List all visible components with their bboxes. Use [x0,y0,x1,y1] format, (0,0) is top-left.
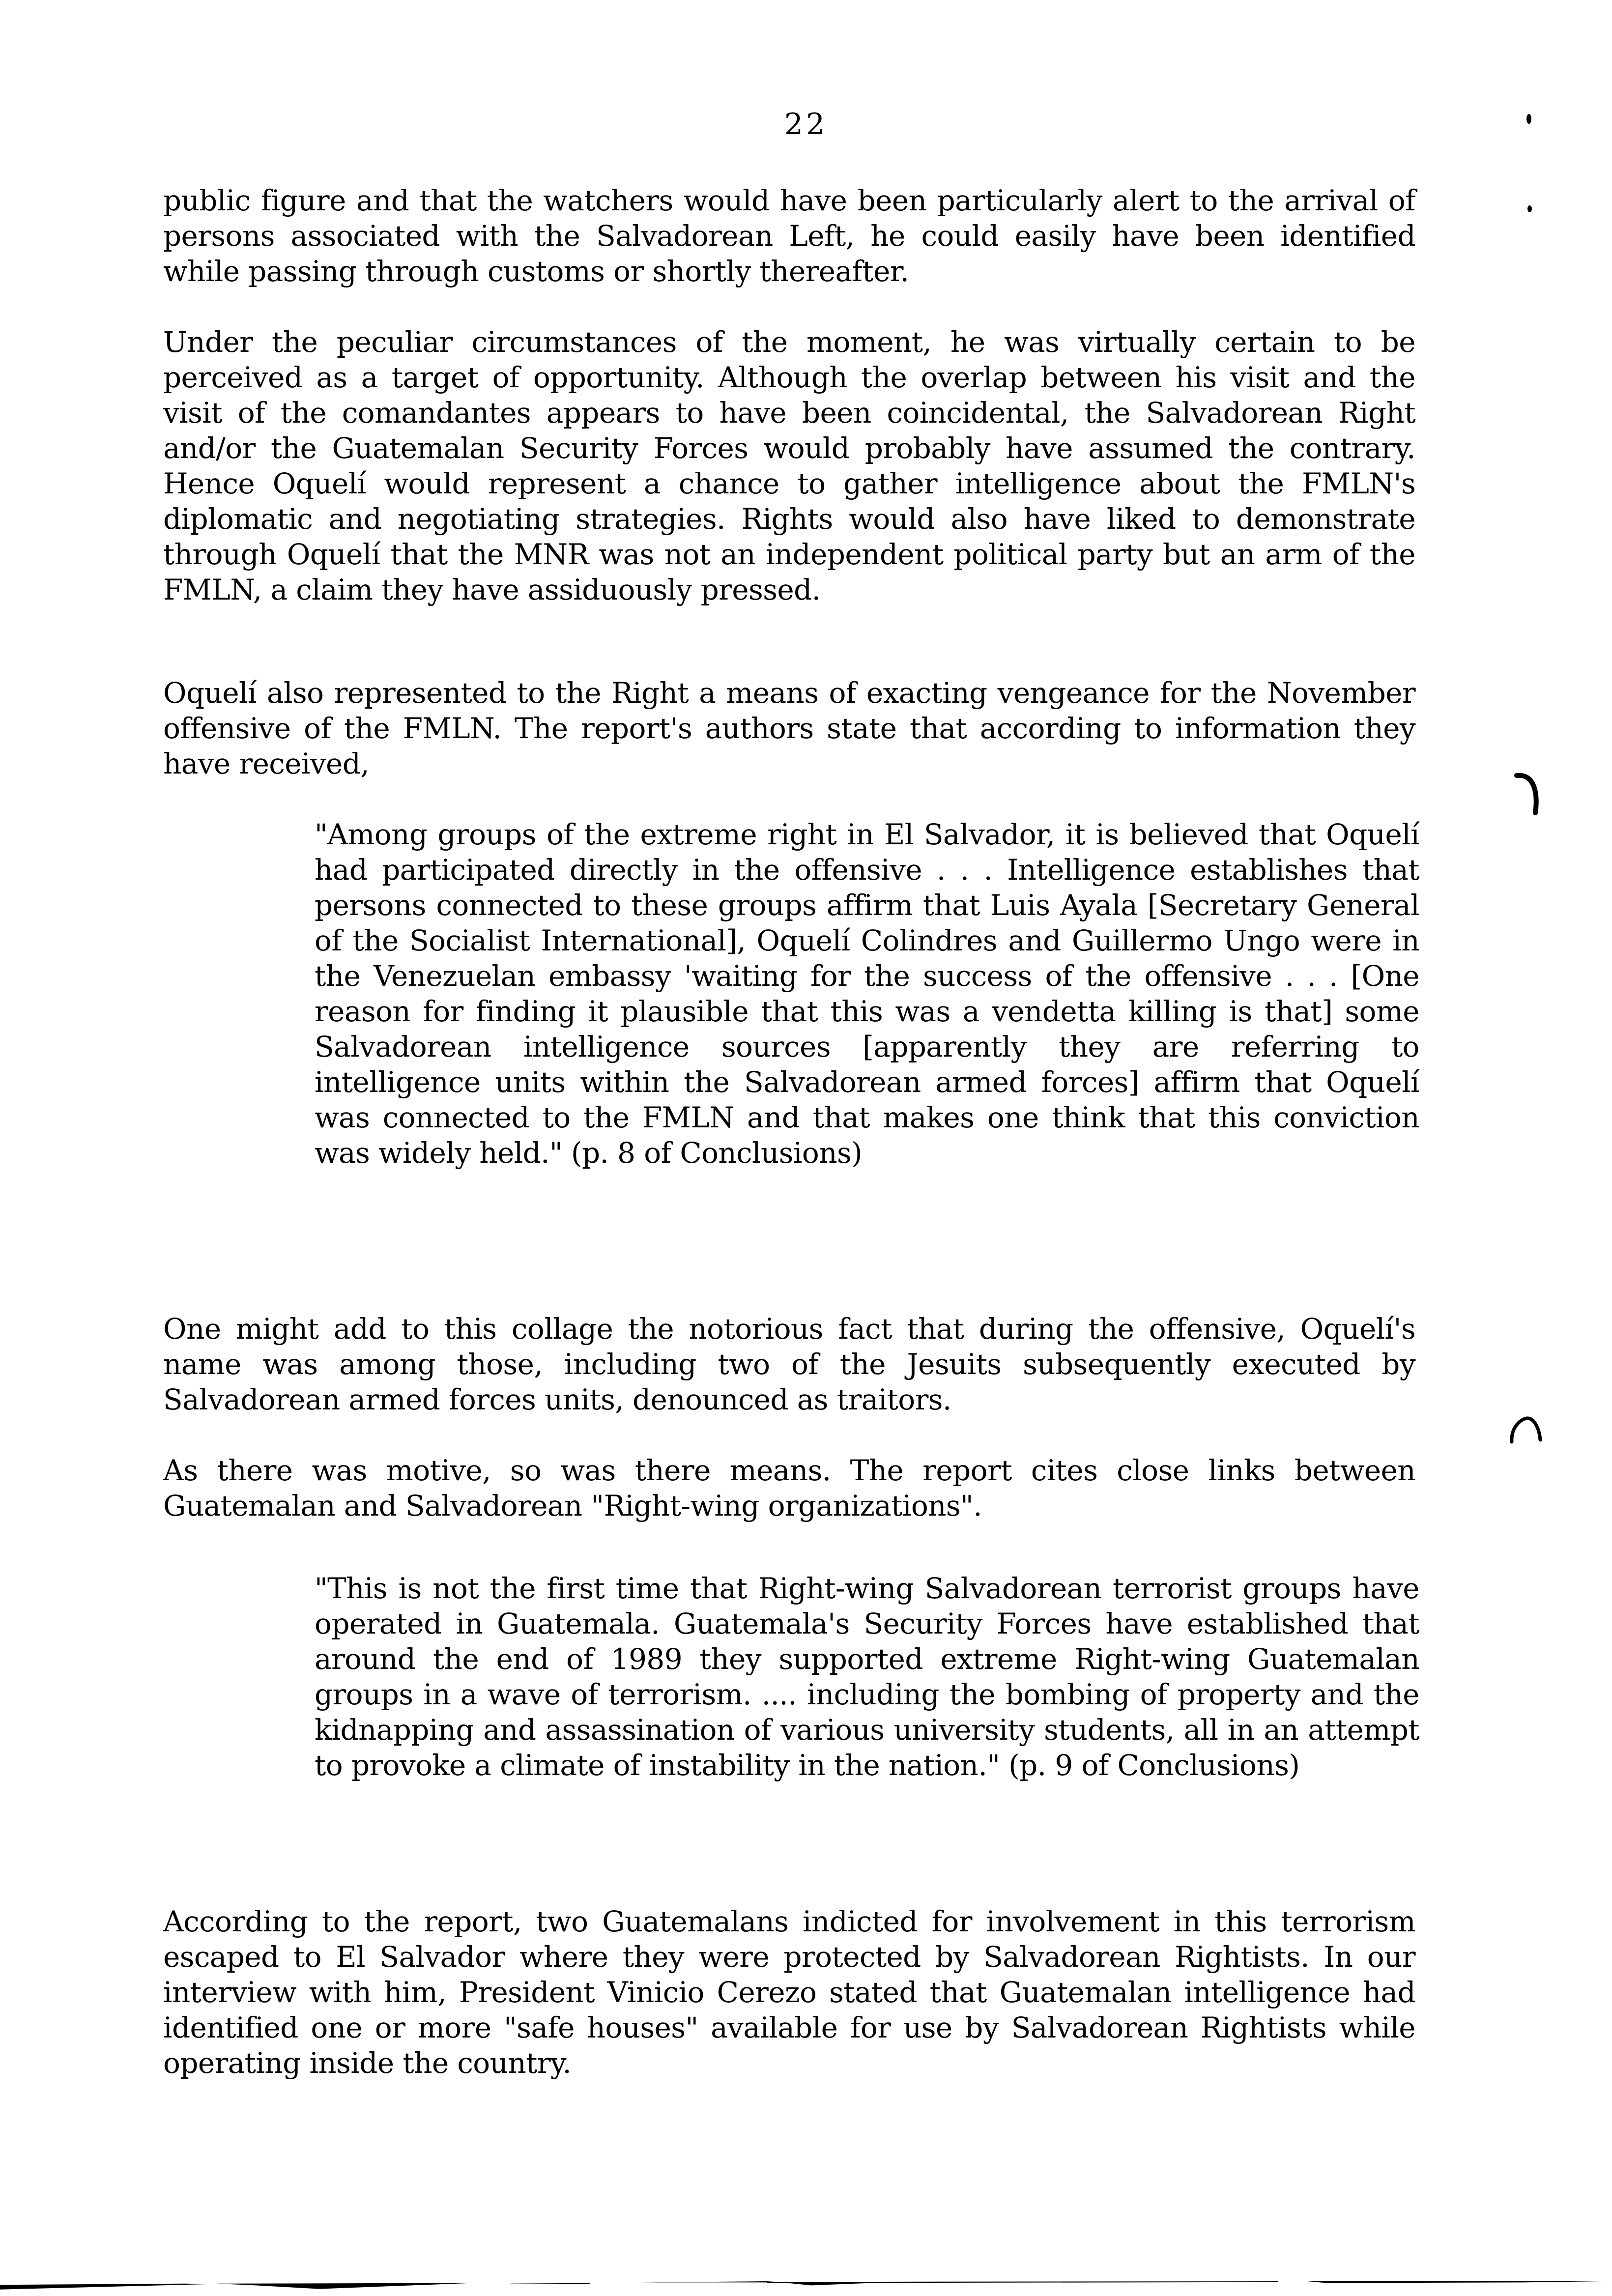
paragraph-body-5: As there was motive, so was there means. The report cites close links between Guatemalan and Salvadorean "Right-wing organizations". [163,1454,1415,1522]
binder-hole-arc-mark [1514,772,1543,818]
page-number: 22 [784,107,828,142]
paragraph-body-6: According to the report, two Guatemalans indicted for involvement in this terrorism escaped to El Salvador where they were protected by Salvadorean Rightists. In our interview with him, President Vinicio Cerezo stated that Guatemalan intelligence had identified one or more "safe houses" available for use by Salvadorean Rightists while operating inside the country. [163,1905,1415,2080]
block-quote-2: "This is not the first time that Right-wing Salvadorean terrorist groups have operated in Guatemala. Guatemala's Security Forces have established that around the end of 1989 they supported extreme Right-wing Guatemalan groups in a wave of terrorism. .... including the bombing of property and the kidnapping and assassination of various university students, all in an attempt to provoke a climate of instability in the nation." (p. 9 of Conclusions) [315,1572,1419,1782]
paragraph-body-3: Oquelí also represented to the Right a means of exacting vengeance for the November offensive of the FMLN. The report's authors state that according to information they have received, [163,676,1415,780]
paragraph-body-4: One might add to this collage the notorious fact that during the offensive, Oquelí's name was among those, including two of the Jesuits subsequently executed by Salvadorean armed forces units, denounced as traitors. [163,1312,1415,1416]
paragraph-body-1: public figure and that the watchers would have been particularly alert to the arrival of persons associated with the Salvadorean Left, he could easily have been identified while passing through customs or shortly thereafter. [163,184,1415,288]
binder-dot-mark [1527,205,1532,212]
block-quote-1: "Among groups of the extreme right in El Salvador, it is believed that Oquelí had participated directly in the offensive . . . Intelligence establishes that persons connected to these groups affirm that Luis Ayala [Secretary General of the Socialist International], Oquelí Colindres and Guillermo Ungo were in the Venezuelan embassy 'waiting for the success of the offensive . . . [One reason for finding it plausible that this was a vendetta killing is that] some Salvadorean intelligence sources [apparently they are referring to intelligence units within the Salvadorean armed forces] affirm that Oquelí was connected to the FMLN and that makes one think that this conviction was widely held." (p. 8 of Conclusions) [315,818,1419,1170]
bottom-edge-rule [0,2281,1612,2290]
paragraph-body-2: Under the peculiar circumstances of the moment, he was virtually certain to be perceived as a target of opportunity. Although the overlap between his visit and the visit of the comandantes appears to have been coincidental, the Salvadorean Right and/or the Guatemalan Security Forces would probably have assumed the contrary. Hence Oquelí would represent a chance to gather intelligence about the FMLN's diplomatic and negotiating strategies. Rights would also have liked to demonstrate through Oquelí that the MNR was not an independent political party but an arm of the FMLN, a claim they have assiduously pressed. [163,325,1415,606]
binder-dot-mark [1526,114,1531,124]
binder-hole-arc-mark [1509,1415,1543,1447]
